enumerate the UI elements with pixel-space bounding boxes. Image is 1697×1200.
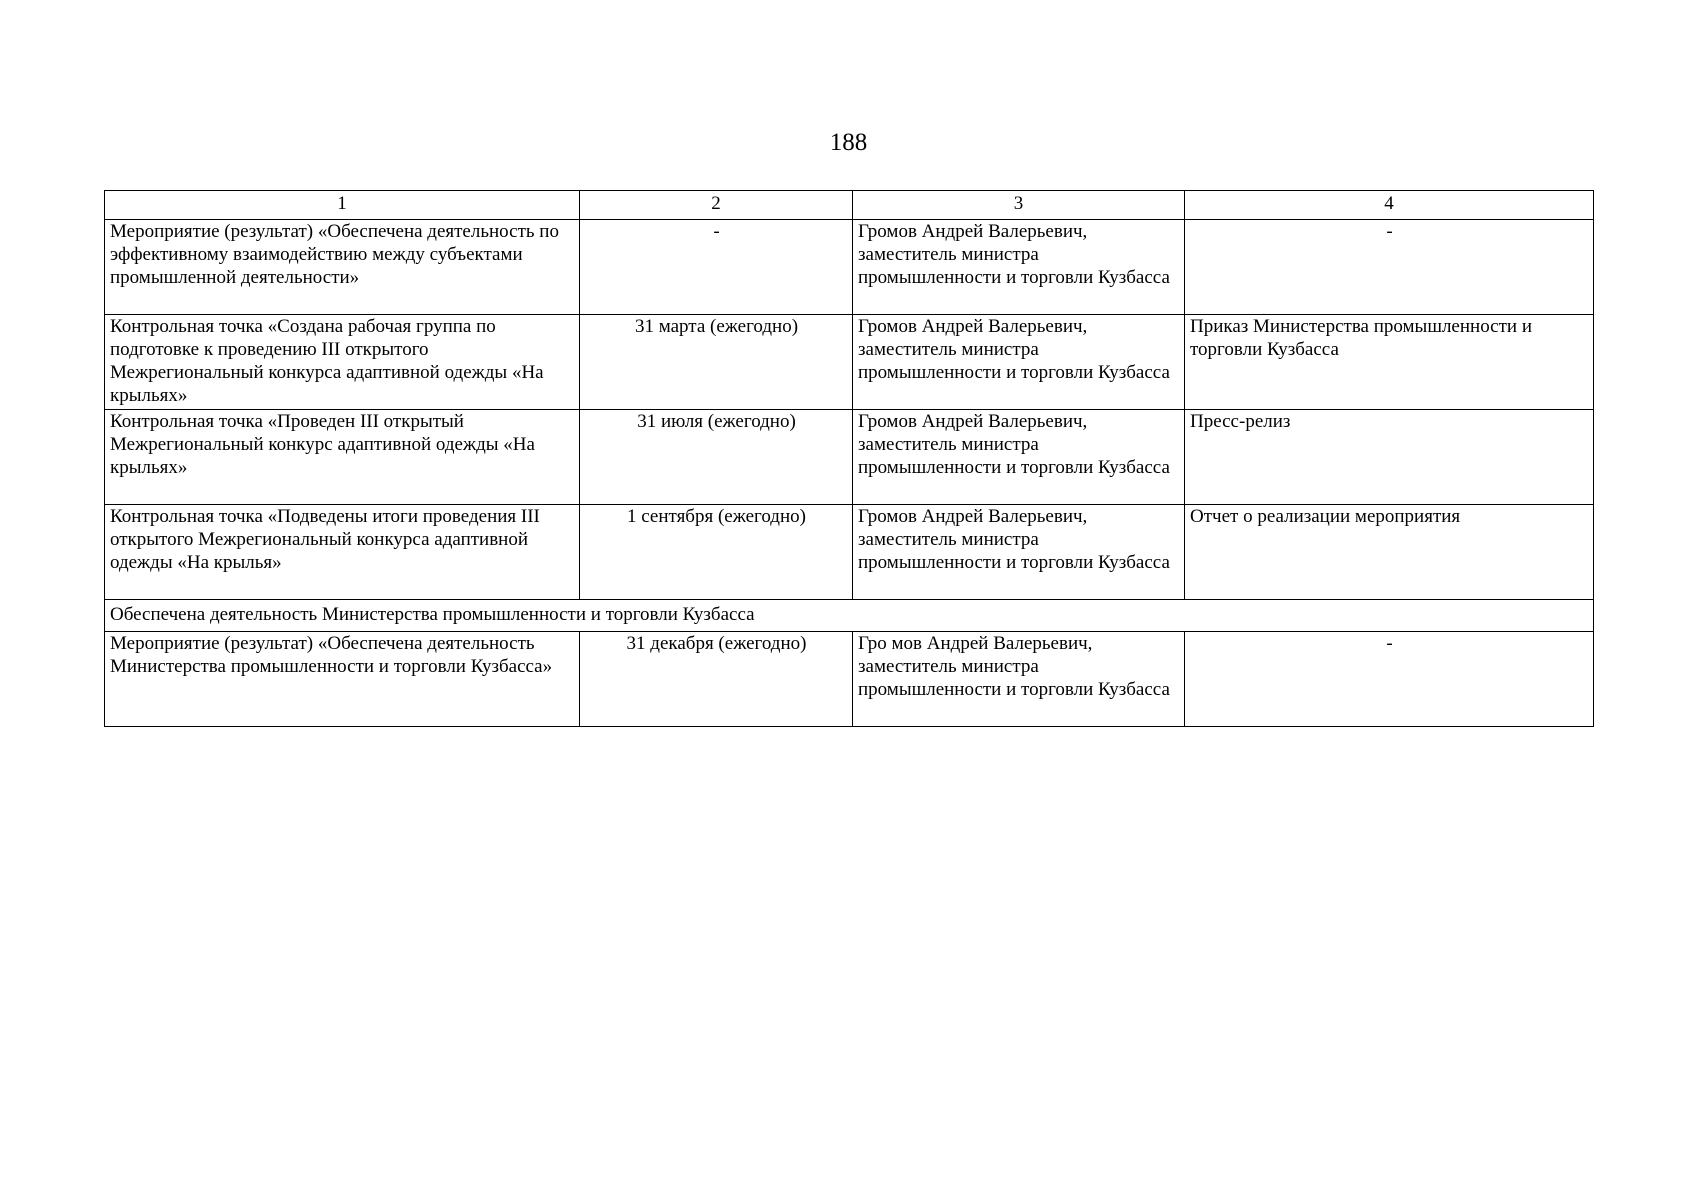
deadline-cell: 1 сентября (ежегодно)	[580, 505, 853, 600]
table-header-row	[105, 191, 1594, 220]
document-table	[104, 190, 1594, 727]
table-row	[105, 220, 1594, 315]
document-cell: Приказ Министерства промышленности и торговли Кузбасса	[1185, 315, 1594, 410]
table-row	[105, 315, 1594, 410]
responsible-cell: Громов Андрей Валерьевич, заместитель министра промышленности и торговли Кузбасса	[853, 315, 1185, 410]
responsible-cell: Громов Андрей Валерьевич, заместитель министра промышленности и торговли Кузбасса	[853, 505, 1185, 600]
responsible-cell: Гро мов Андрей Валерьевич, заместитель министра промышленности и торговли Кузбасса	[853, 632, 1185, 727]
deadline-cell: 31 декабря (ежегодно)	[580, 632, 853, 727]
table-row	[105, 410, 1594, 505]
column-header-1: 1	[105, 191, 580, 220]
event-description-cell: Контрольная точка «Проведен III открытый Межрегиональный конкурс адаптивной одежды «На крыльях»	[105, 410, 580, 505]
event-description-cell: Контрольная точка «Подведены итоги проведения III открытого Межрегиональный конкурса адаптивной одежды «На крылья»	[105, 505, 580, 600]
document-cell: -	[1185, 220, 1594, 315]
column-header-3: 3	[853, 191, 1185, 220]
section-header-row	[105, 600, 1594, 632]
section-title: Обеспечена деятельность Министерства промышленности и торговли Кузбасса	[105, 600, 1594, 632]
deadline-cell: 31 июля (ежегодно)	[580, 410, 853, 505]
table-row	[105, 632, 1594, 727]
responsible-cell: Громов Андрей Валерьевич, заместитель министра промышленности и торговли Кузбасса	[853, 410, 1185, 505]
table-row	[105, 505, 1594, 600]
responsible-cell: Громов Андрей Валерьевич, заместитель министра промышленности и торговли Кузбасса	[853, 220, 1185, 315]
document-cell: Пресс-релиз	[1185, 410, 1594, 505]
event-description-cell: Мероприятие (результат) «Обеспечена деятельность по эффективному взаимодействию между субъектами промышленной деятельности»	[105, 220, 580, 315]
column-header-2: 2	[580, 191, 853, 220]
deadline-cell: 31 марта (ежегодно)	[580, 315, 853, 410]
document-cell: Отчет о реализации мероприятия	[1185, 505, 1594, 600]
document-cell: -	[1185, 632, 1594, 727]
deadline-cell: -	[580, 220, 853, 315]
event-description-cell: Контрольная точка «Создана рабочая группа по подготовке к проведению III открытого Межрегиональный конкурса адаптивной одежды «На крыльях»	[105, 315, 580, 410]
column-header-4: 4	[1185, 191, 1594, 220]
page-number: 188	[829, 129, 868, 156]
event-description-cell: Мероприятие (результат) «Обеспечена деятельность Министерства промышленности и торговли Кузбасса»	[105, 632, 580, 727]
